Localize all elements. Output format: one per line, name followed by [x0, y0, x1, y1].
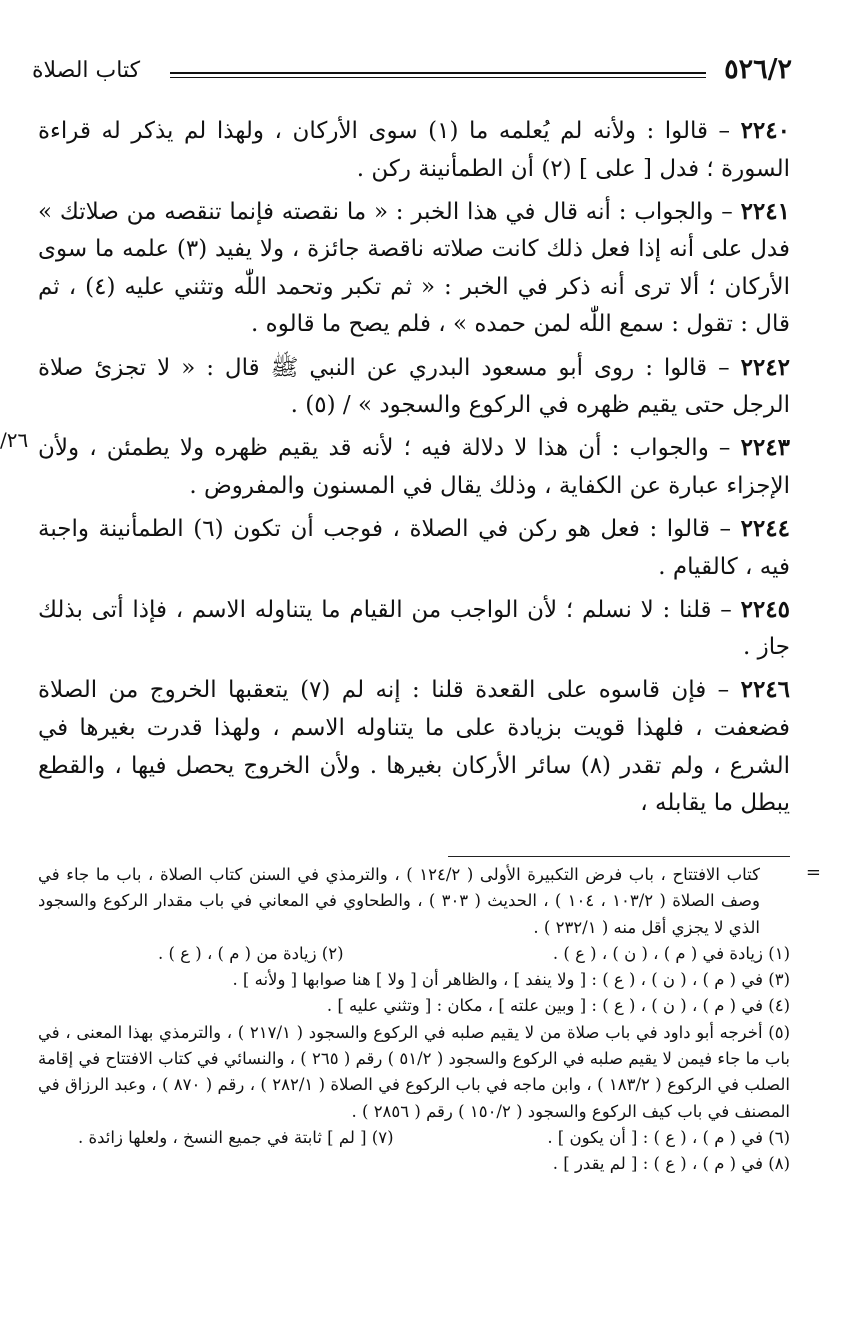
main-text	[38, 112, 790, 827]
footnote-separator	[448, 856, 790, 857]
manuscript-folio-marker: ٢٦/	[0, 428, 29, 452]
footnote-8: (٨) في ( م ) ، ( ع ) : [ لم يقدر ] .	[552, 1154, 790, 1174]
paragraph-number: ٢٢٤٠	[740, 117, 790, 144]
paragraph-text: – فإن قاسوه على القعدة قلنا : إنه لم (٧) يتعقبها الخروج من الصلاة فضعفت ، فلهذا قويت بزيادة على ما يتناوله الاسم ، ولهذا قدرت بغيرها في الشرع ، ولم تقدر (٨) سائر الأركان بغيرها . ولأن الخروج يحصل فيها ، والقطع يبطل ما يقابله ،	[38, 677, 790, 817]
footnote-continuation-mark: =	[805, 862, 821, 883]
footnote-pair	[38, 941, 790, 967]
paragraph-text: – والجواب : أنه قال في هذا الخبر : « ما نقصته فإنما تنقصه من صلاتك » فدل على أنه إذا فعل ذلك كانت صلاته ناقصة جائزة ، ولا يفيد (٣) علمه ما سوى الأركان ؛ ألا ترى أنه ذكر في الخبر : « ثم تكبر وتحمد اللّٰه وتثني عليه (٤) ، ثم قال : تقول : سمع اللّٰه لمن حمده » ، فلم يصح ما قالوه .	[38, 198, 791, 338]
chapter-title: كتاب الصلاة	[32, 58, 141, 83]
paragraph-text: – قالوا : فعل هو ركن في الصلاة ، فوجب أن تكون (٦) الطمأنينة واجبة فيه ، كالقيام .	[38, 515, 790, 580]
paragraph	[38, 510, 790, 586]
footnotes	[38, 862, 790, 1178]
paragraph-number: ٢٢٤١	[740, 197, 790, 225]
paragraph-number: ٢٢٤٦	[740, 676, 791, 704]
page-number: ٥٢٦/٢	[724, 54, 792, 85]
paragraph-text: – والجواب : أن هذا لا دلالة فيه ؛ لأنه قد يقيم ظهره ولا يطمئن ، ولأن الإجزاء عبارة عن الكفاية ، وذلك يقال في المسنون والمفروض .	[38, 435, 790, 499]
paragraph	[38, 349, 790, 425]
paragraph	[38, 591, 790, 667]
running-header	[32, 52, 792, 92]
paragraph-text: – قالوا : روى أبو مسعود البدري عن النبي ﷺ قال : « لا تجزئ صلاة الرجل حتى يقيم ظهره في الركوع والسجود » / (٥) .	[38, 354, 790, 419]
paragraph	[38, 429, 790, 505]
paragraph	[38, 112, 790, 188]
footnote-3: (٣) في ( م ) ، ( ن ) ، ( ع ) : [ ولا ينفد ] ، والظاهر أن [ ولا ] هنا صوابها [ ولأنه ] .	[232, 970, 790, 990]
footnote-7: (٧) [ لم ] ثابتة في جميع النسخ ، ولعلها زائدة .	[78, 1127, 394, 1147]
paragraph-number: ٢٢٤٤	[740, 514, 790, 542]
paragraph-number: ٢٢٤٣	[740, 434, 790, 462]
paragraph-text: – قلنا : لا نسلم ؛ لأن الواجب من القيام ما يتناوله الاسم ، فإذا أتى بذلك جاز .	[38, 596, 790, 661]
footnote-4: (٤) في ( م ) ، ( ن ) ، ( ع ) : [ وبين علته ] ، مكان : [ وتثني عليه ] .	[326, 996, 790, 1016]
footnote-1: (١) زيادة في ( م ) ، ( ن ) ، ( ع ) .	[552, 943, 790, 963]
paragraph-number: ٢٢٤٢	[740, 353, 790, 381]
footnote-2: (٢) زيادة من ( م ) ، ( ع ) .	[158, 943, 344, 963]
paragraph-number: ٢٢٤٥	[740, 595, 790, 623]
paragraph-text: – قالوا : ولأنه لم يُعلمه ما (١) سوى الأركان ، ولهذا لم يذكر له قراءة السورة ؛ فدل [ على ] (٢) أن الطمأنينة ركن .	[38, 118, 790, 182]
paragraph	[38, 193, 790, 344]
footnote-pair	[38, 1125, 790, 1151]
header-rule	[170, 72, 706, 78]
footnote-6: (٦) في ( م ) ، ( ع ) : [ أن يكون ] .	[547, 1127, 790, 1147]
paragraph	[38, 671, 790, 822]
footnote-5: (٥) أخرجه أبو داود في باب صلاة من لا يقيم صلبه في الركوع والسجود ( ٢١٧/١ ) ، والترمذي بهذا المعنى ، في باب ما جاء فيمن لا يقيم صلبه في الركوع والسجود ( ٥١/٢ ) رقم ( ٢٦٥ ) ، والنسائي في كتاب الافتتاح في إقامة الصلب في الركوع ( ١٨٣/٢ ) ، وابن ماجه في باب الركوع في الصلاة ( ٢٨٢/١ ) ، رقم ( ٨٧٠ ) ، وعبد الرزاق في المصنف في باب كيف الركوع والسجود ( ١٥٠/٢ ) رقم ( ٢٨٥٦ ) .	[38, 1022, 790, 1121]
footnote-continuation: كتاب الافتتاح ، باب فرض التكبيرة الأولى ( ١٢٤/٢ ) ، والترمذي في السنن كتاب الصلاة ، باب ما جاء في وصف الصلاة ( ١٠٣/٢ ، ١٠٤ ) ، الحديث ( ٣٠٣ ) ، والطحاوي في المعاني في باب مقدار الركوع والسجود الذي لا يجزي أقل منه ( ٢٣٢/١ ) .	[38, 865, 760, 937]
